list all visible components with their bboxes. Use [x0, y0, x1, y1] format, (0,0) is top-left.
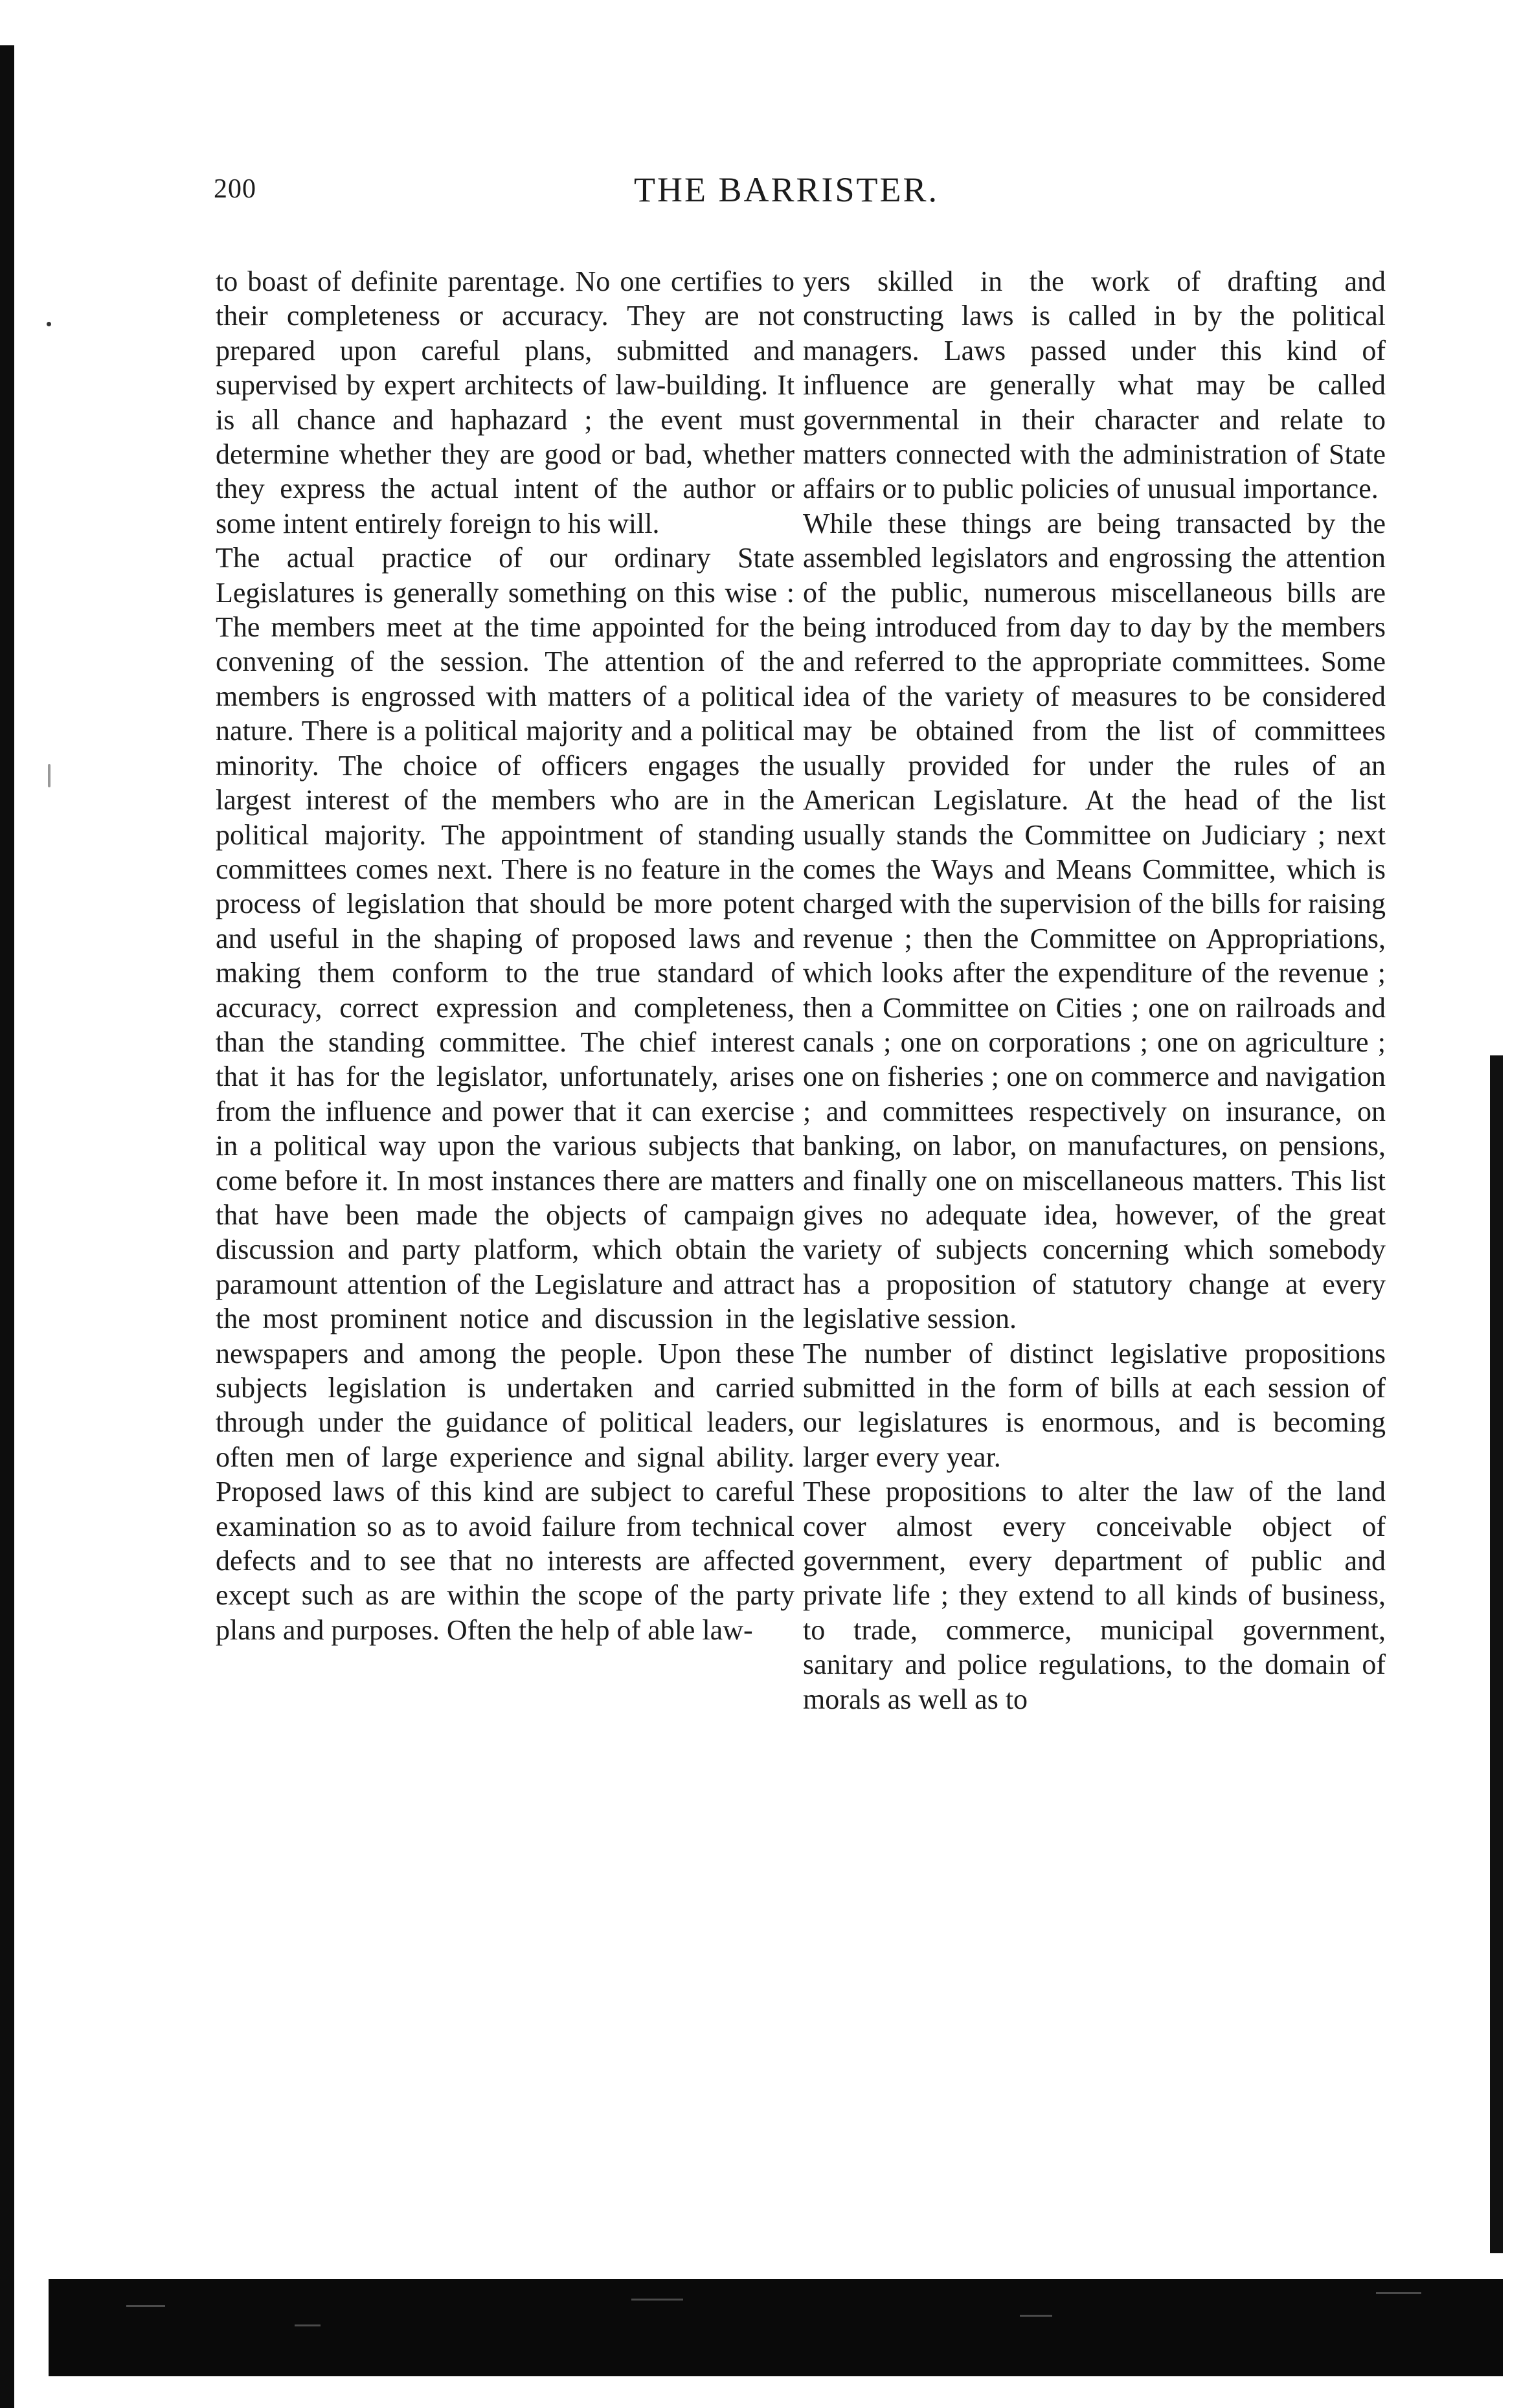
paragraph: The actual practice of our ordinary State Legislatures is generally something on this wise : The members meet at the time appointed for the convening of the session. The attention of the members is engrossed with matters of a political nature. There is a political majority and a political minority. The choice of officers engages the largest interest of the members who are in the political majority. The appointment of standing committees comes next. There is no feature in the process of legislation that should be more potent and useful in the shaping of proposed laws and making them conform to the true standard of accuracy, correct expression and completeness, than the standing committee. The chief interest that it has for the legislator, unfortunately, arises from the influence and power that it can exercise in a political way upon the various subjects that come before it. In most instances there are matters that have been made the objects of campaign discussion and party platform, which obtain the paramount attention of the Legislature and attract the most prominent notice and discussion in the newspapers and among the people. Upon these subjects legislation is undertaken and carried through under the guidance of political leaders, often men of large experience and signal ability. Proposed laws of this kind are subject to careful examination so as to avoid failure from technical defects and to see that no interests are affected except such as are within the scope of the party plans and purposes. Often the help of able law- — [216, 542, 794, 1646]
margin-speck — [48, 764, 51, 787]
paragraph: yers skilled in the work of drafting and constructing laws is called in by the political managers. Laws passed under this kind of influence are generally what may be called governmental in their character and relate to matters connected with the administration of State affairs or to public policies of unusual importance. — [803, 265, 1386, 505]
paragraph: The number of distinct legislative propositions submitted in the form of bills at each session of our legislatures is enormous, and is becoming larger every year. — [803, 1337, 1386, 1473]
page-number: 200 — [214, 174, 256, 204]
running-title: THE BARRISTER. — [633, 170, 940, 209]
paragraph: These propositions to alter the law of the land cover almost every conceivable object of government, every department of public and private life ; they extend to all kinds of business, to trade, commerce, municipal government, sanitary and police regulations, to the domain of morals as well as to — [803, 1476, 1386, 1715]
paragraph: to boast of definite parentage. No one certifies to their completeness or accuracy. They are not prepared upon careful plans, submitted and supervised by expert architects of law-building. It is all chance and haphazard ; the event must determine whether they are good or bad, whether they express the actual intent of the author or some intent entirely foreign to his will. — [216, 265, 794, 539]
scan-edge-bottom — [49, 2279, 1503, 2376]
scan-edge-right — [1490, 1055, 1503, 2253]
margin-speck — [47, 322, 51, 326]
scan-edge-left — [0, 45, 14, 2408]
left-column — [216, 264, 794, 1647]
paragraph: While these things are being transacted by the assembled legislators and engrossing the attention of the public, numerous miscellaneous bills are being introduced from day to day by the members and referred to the appropriate committees. Some idea of the variety of measures to be considered may be obtained from the list of committees usually provided for under the rules of an American Legislature. At the head of the list usually stands the Committee on Judiciary ; next comes the Ways and Means Committee, which is charged with the supervision of the bills for raising revenue ; then the Committee on Appropriations, which looks after the expenditure of the revenue ; then a Committee on Cities ; one on railroads and canals ; one on corporations ; one on agriculture ; one on fisheries ; one on commerce and navigation ; and committees respectively on insurance, on banking, on labor, on manufactures, on pensions, and finally one on miscellaneous matters. This list gives no adequate idea, however, of the great variety of subjects concerning which somebody has a proposition of statutory change at every legislative session. — [803, 507, 1386, 1335]
right-column — [803, 264, 1386, 1716]
